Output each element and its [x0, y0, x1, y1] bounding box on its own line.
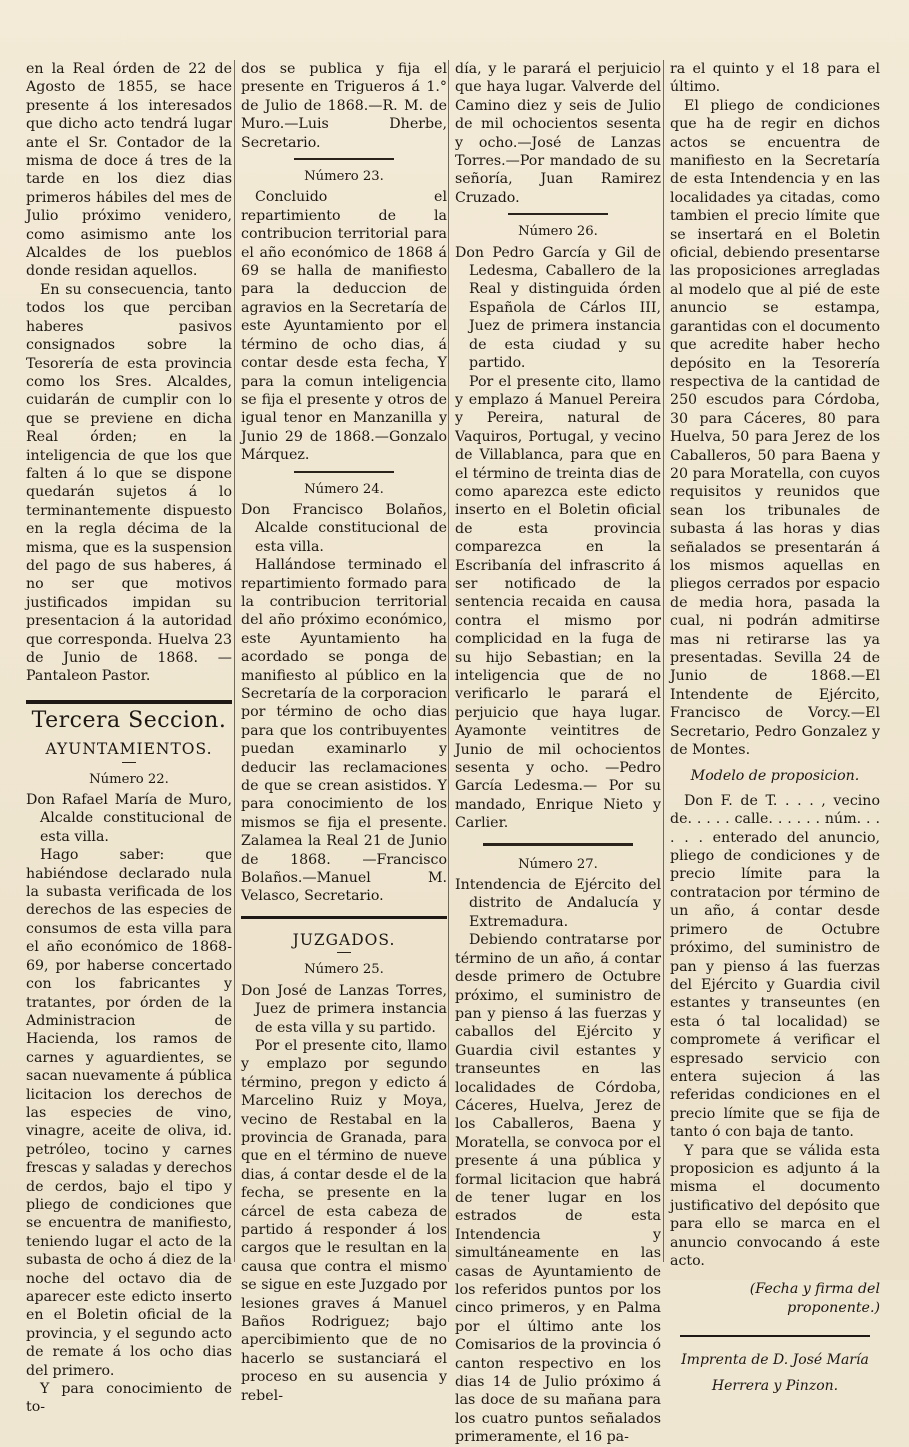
paragraph: Y para que se válida esta proposicion es adjunto á la misma el documento justificativo del depósito que para ello se marca en el anuncio convocando á este acto.: [670, 1142, 880, 1269]
column-divider: [448, 60, 449, 1262]
paragraph: Y para conocimiento de to-: [26, 1381, 232, 1416]
paragraph: Don José de Lanzas Torres, Juez de primera instancia de esta villa y su partido.: [241, 982, 447, 1036]
imprint: [670, 1347, 880, 1399]
divider: [680, 1335, 870, 1337]
signature-note: (Fecha y firma del proponente.): [749, 1281, 880, 1316]
column-divider: [663, 60, 664, 1262]
divider: [294, 471, 394, 473]
divider: [483, 843, 633, 846]
notice-number: Número 24.: [304, 481, 384, 497]
notice-number: Número 22.: [89, 771, 169, 787]
notice-number: Número 25.: [304, 962, 384, 978]
divider: [508, 213, 608, 215]
paragraph: Don Francisco Bolaños, Alcalde constitucional de esta villa.: [241, 501, 447, 555]
heading: AYUNTAMIENTOS.: [45, 740, 213, 759]
paragraph: Intendencia de Ejército del distrito de Andalucía y Extremadura.: [455, 877, 661, 930]
notice-number: Número 26.: [518, 224, 598, 240]
divider: [337, 952, 351, 953]
paragraph: ra el quinto y el 18 para el último.: [670, 61, 880, 96]
paragraph: Don Pedro García y Gil de Ledesma, Caballero de la Real y distinguida órden Española de Cárlos III, Juez de primera instancia de esta ciudad y su partido.: [455, 244, 661, 372]
column-2: [241, 60, 447, 1404]
divider: [122, 762, 136, 763]
paragraph: Por el presente cito, llamo y emplazo á Manuel Pereira y Pereira, natural de Vaquiros, Portugal, y vecino de Villablanca, para que en el término de treinta dias de como aparezca este edicto inserto en el Boletin oficial de esta provincia comparezca en la Escribanía del infrascrito á ser notificado de la sentencia recaida en causa contra el mismo por complicidad en la fuga de su hijo Sebastian; en la inteligencia que de no verificarlo le parará el perjuicio que haya lugar. Ayamonte veintitres de Junio de mil ochocientos sesenta y ocho. —Pedro García Ledesma.— Por su mandado, Enrique Nieto y Carlier.: [455, 373, 661, 832]
heading: JUZGADOS.: [292, 930, 396, 949]
paragraph: El pliego de condiciones que ha de regir en dichos actos se encuentra de manifiesto en la Secretaría de esta Intendencia y en las localidades ya citadas, como tambien el precio límite que se insertará en el Boletin oficial, debiendo presentarse las proposiciones arregladas al modelo que al pié de este anuncio se estampa, garantidas con el documento que acredite haber hecho depósito en la Tesorería respectiva de la cantidad de 250 escudos para Córdoba, 30 para Cáceres, 80 para Huelva, 50 para Jerez de los Caballeros, 50 para Baena y 20 para Moratella, con cuyos requisitos y reunidos que sean los tribunales de subasta á las horas y dias señalados se presentarán á los mismos aquellas en pliegos cerrados por espacio de media hora, pasada la cual, ni podrán admitirse mas ni retirarse las ya presentadas. Sevilla 24 de Junio de 1868.—El Intendente de Ejército, Francisco de Vorcy.—El Secretario, Pedro Gonzalez y de Montes.: [670, 97, 880, 759]
paragraph: Por el presente cito, llamo y emplazo por segundo término, pregon y edicto á Marcelino Ruiz y Moya, vecino de Restabal en la provincia de Granada, para que en el término de nueve dias, á contar desde el de la fecha, se presente en la cárcel de esta cabeza de partido á responder á los cargos que le resultan en la causa que contra el mismo se sigue en este Juzgado por lesiones graves á Manuel Baños Rodriguez; bajo apercibimiento que de no hacerlo se sustanciará el proceso en su ausencia y rebel-: [241, 1037, 447, 1404]
column-4: [670, 60, 880, 1395]
paragraph: Hago saber: que habiéndose declarado nula la subasta verificada de los derechos de las especies de consumos de esta villa para el año económico de 1868-69, por haberse concertado con los fabricantes y tratantes, por órden de la Administracion de Hacienda, los ramos de carnes y aguardientes, se sacan nuevamente á pública licitacion los derechos de las especies de vino, vinagre, aceite de oliva, id. petróleo, tocino y carnes frescas y saladas y derechos de cerdos, bajo el tipo y pliego de condiciones que se encuentra de manifiesto, teniendo lugar el acto de la subasta de ocho á diez de la noche del octavo dia de aparecer este edicto inserto en el Boletin oficial de la provincia, y el segundo acto de remate á los ocho dias del primero.: [26, 847, 232, 1379]
paragraph: En su consecuencia, tanto todos los que perciban haberes pasivos consignados sobre la Tesorería de esta provincia como los Sres. Alcaldes, cuidarán de cumplir con lo que se previene en dicha Real órden; en la inteligencia de que los que falten á lo que se dispone quedarán sujetos á lo terminantemente dispuesto en la regla décima de la misma, que es la suspension del pago de sus haberes, á no ser que motivos justificados impidan su presentacion á la autoridad que corresponda. Huelva 23 de Junio de 1868. —Pantaleon Pastor.: [26, 281, 232, 685]
column-3: [455, 60, 661, 1446]
paragraph: Hallándose terminado el repartimiento formado para la contribucion territorial del año próximo económico, este Ayuntamiento ha acordado se ponga de manifiesto al público en la Secretaría de la corporacion por término de ocho dias para que los contribuyentes puedan examinarlo y deducir las reclamaciones de que se crean asistidos. Y para conocimiento de los mismos se fija el presente. Zalamea la Real 21 de Junio de 1868. —Francisco Bolaños.—Manuel M. Velasco, Secretario.: [241, 557, 447, 905]
model-title: Modelo de proposicion.: [690, 768, 860, 785]
notice-number: Número 23.: [304, 169, 384, 185]
imprint-line: Imprenta de D. José María: [681, 1352, 869, 1369]
column-1: [26, 60, 232, 1416]
section-rule: [241, 916, 447, 919]
divider: [294, 158, 394, 160]
paragraph: Concluido el repartimiento de la contribucion territorial para el año económico de 1868 á 69 se halla de manifiesto para la deduccion de agravios en la Secretaría de este Ayuntamiento por el término de ocho dias, á contar desde esta fecha, Y para la comun inteligencia se fija el presente y otros de igual tenor en Manzanilla y Junio 29 de 1868.—Gonzalo Márquez.: [241, 189, 447, 464]
paragraph: día, y le parará el perjuicio que haya lugar. Valverde del Camino diez y seis de Julio de mil ochocientos sesenta y ocho.—José de Lanzas Torres.—Por mandado de su señoría, Juan Ramirez Cruzado.: [455, 61, 661, 206]
paragraph: Don Rafael María de Muro, Alcalde constitucional de esta villa.: [26, 792, 232, 845]
imprint-line: Herrera y Pinzon.: [711, 1378, 839, 1395]
column-divider: [234, 60, 235, 1262]
section-title: Tercera Seccion.: [31, 707, 227, 733]
notice-number: Número 27.: [518, 856, 598, 872]
paragraph: dos se publica y fija el presente en Trigueros á 1.° de Julio de 1868.—R. M. de Muro.—Luis Dherbe, Secretario.: [241, 61, 447, 151]
paragraph: Debiendo contratarse por término de un año, á contar desde primero de Octubre próximo, el suministro de pan y pienso á las fuerzas y caballos del Ejército y Guardia civil estantes y transeuntes en las localidades de Córdoba, Cáceres, Huelva, Jerez de los Caballeros, Baena y Moratella, se convoca por el presente á una pública y formal licitacion que habrá de tener lugar en los estrados de esta Intendencia y simultáneamente en las casas de Ayuntamiento de los referidos puntos por los cinco primeros, y en Palma por el último ante los Comisarios de la provincia ó canton respectivo en los dias 14 de Julio próximo á las doce de su mañana para los cuatro puntos señalados primeramente, el 16 pa-: [455, 932, 661, 1446]
paragraph: Don F. de T. . . . , vecino de. . . . . calle. . . . . . núm. . . . . . enterado del anuncio, pliego de condiciones y de precio límite para la contratacion por término de un año, á contar desde primero de Octubre próximo, del suministro de pan y pienso á las fuerzas del Ejército y Guardia civil estantes y transeuntes (en esta ó tal localidad) se compromete á verificar el espresado servicio con entera sujecion á las referidas condiciones en el precio límite que se fija de tanto ó con baja de tanto.: [670, 792, 880, 1141]
section-rule: [26, 700, 232, 704]
paragraph: en la Real órden de 22 de Agosto de 1855, se hace presente á los interesados que dicho acto tendrá lugar ante el Sr. Contador de la misma de doce á tres de la tarde en los diez dias primeros hábiles del mes de Julio próximo venidero, como asimismo ante los Alcaldes de los pueblos donde residan aquellos.: [26, 61, 232, 280]
